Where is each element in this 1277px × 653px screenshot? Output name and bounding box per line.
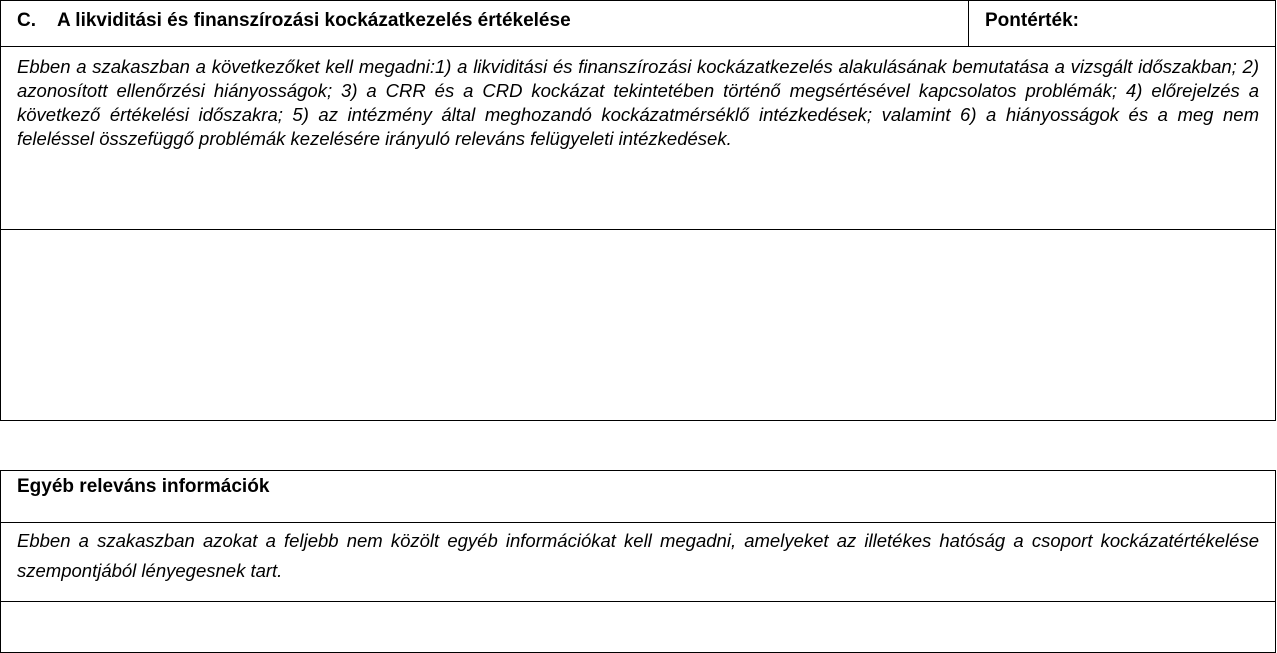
score-label: Pontérték: [985, 10, 1079, 31]
section-c-header-row [1, 1, 1275, 47]
other-info-table [0, 470, 1276, 653]
other-info-answer-field[interactable] [1, 602, 1275, 652]
other-info-title: Egyéb releváns információk [1, 471, 1275, 523]
section-c-description: Ebben a szakaszban a következőket kell megadni:1) a likviditási és finanszírozási kockázatkezelés alakulásának bemutatása a vizsgált időszakban; 2) azonosított ellenőrzési hiányosságok; 3) a CRR és a CRD kockázat tekintetében történő megsértésével kapcsolatos problémák; 4) előrejelzés a következő értékelési időszakra; 5) az intézmény által meghozandó kockázatmérséklő intézkedések; valamint 6) a hiányosságok és a meg nem feleléssel összefüggő problémák kezelésére irányuló releváns felügyeleti intézkedések. [1, 47, 1275, 230]
section-c-title-cell [1, 1, 969, 46]
section-c-title: A likviditási és finanszírozási kockázatkezelés értékelése [57, 10, 571, 31]
other-info-description: Ebben a szakaszban azokat a feljebb nem közölt egyéb információkat kell megadni, amelyeket az illetékes hatóság a csoport kockázatértékelése szempontjából lényegesnek tart. [1, 523, 1275, 602]
section-c-label: C. [17, 10, 36, 31]
section-c-answer-field[interactable] [1, 230, 1275, 420]
score-cell [969, 1, 1275, 46]
